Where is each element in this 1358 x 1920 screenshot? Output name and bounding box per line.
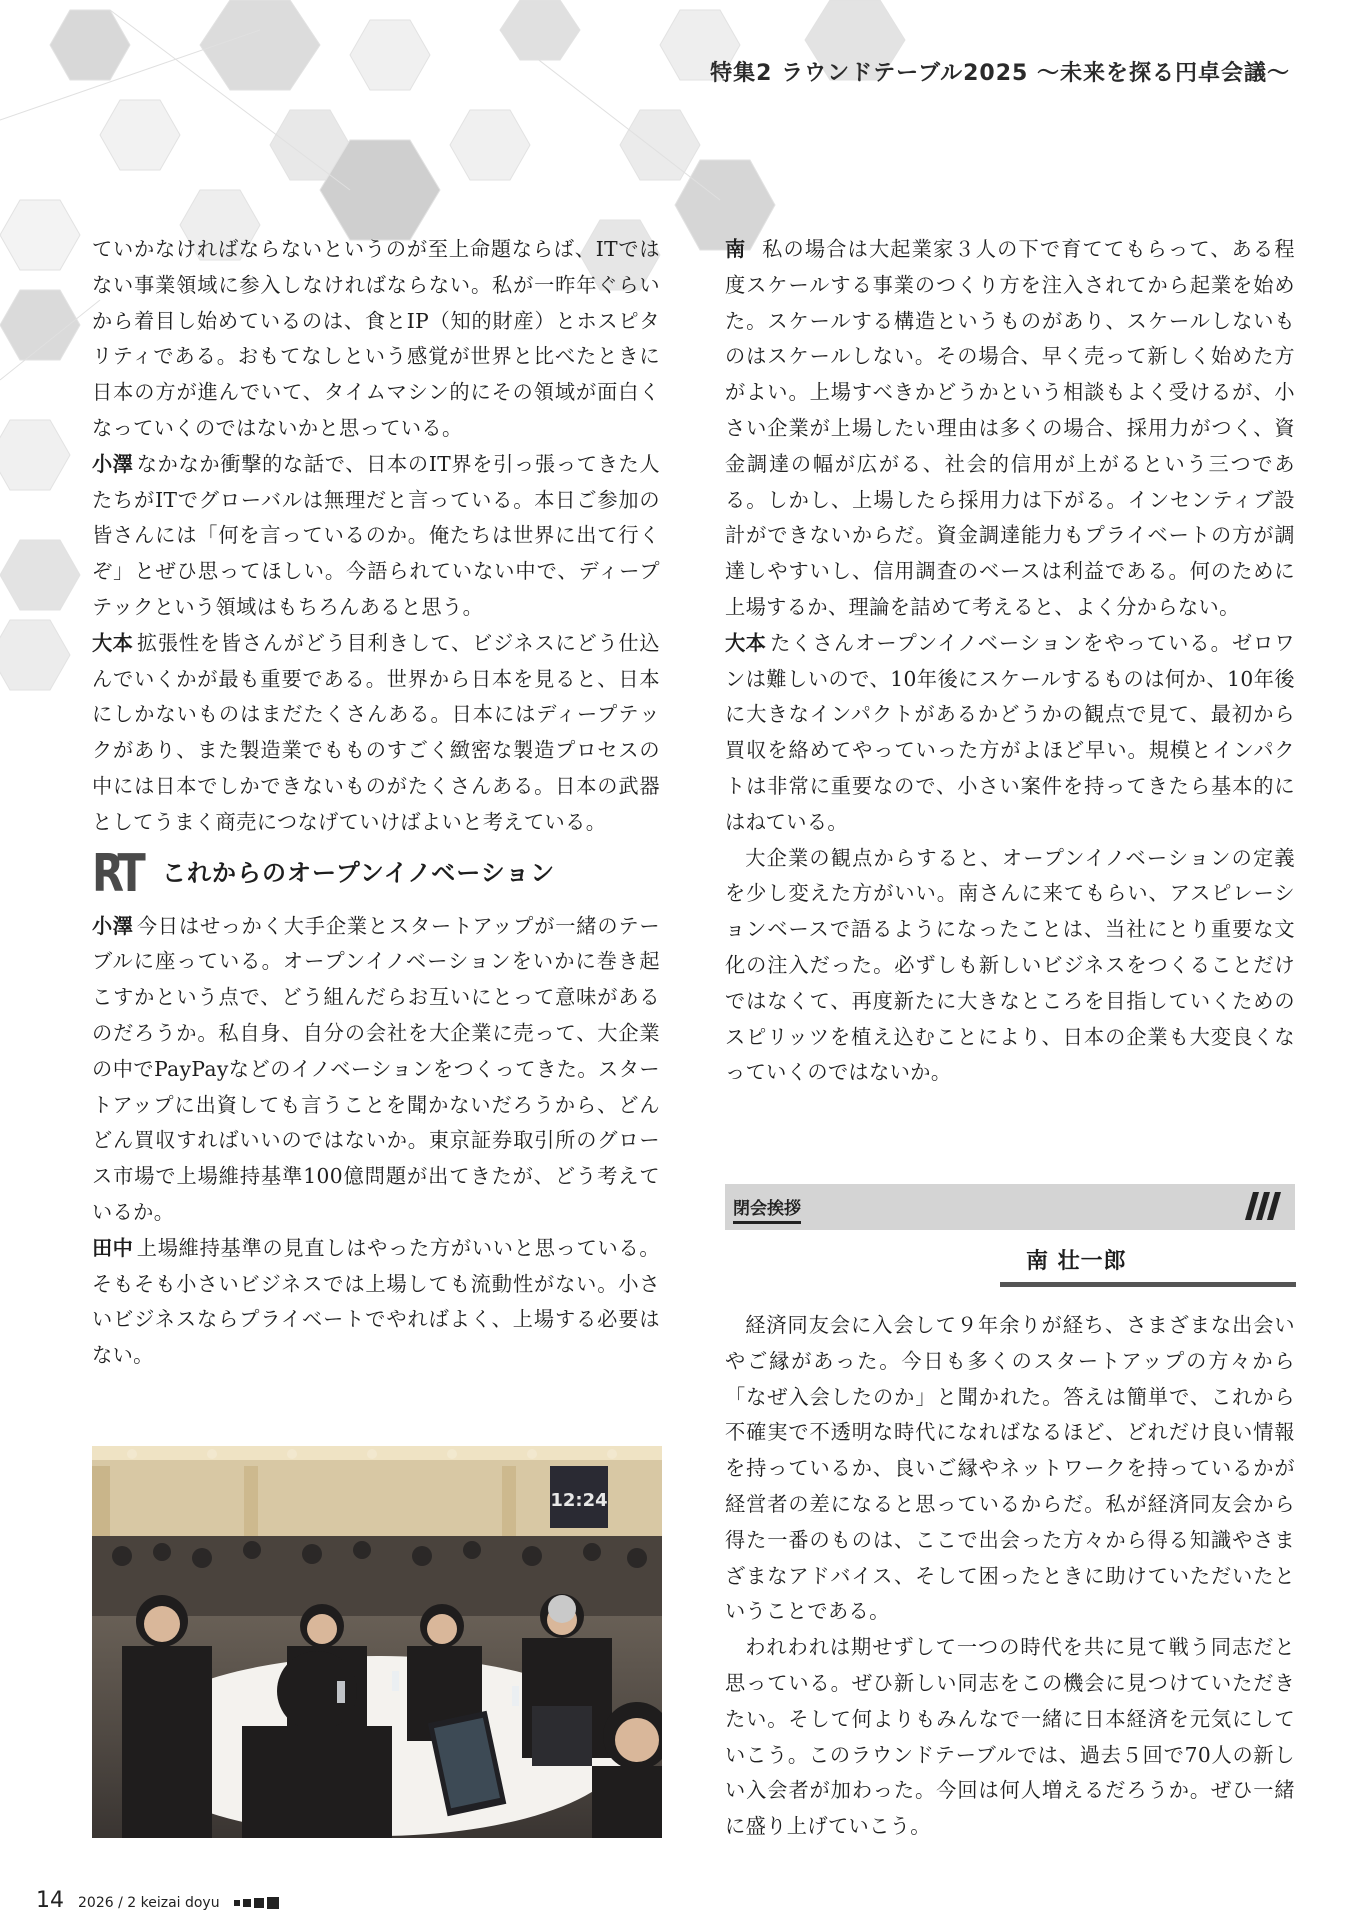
dialogue-paragraph (725, 626, 1295, 841)
speaker-name: 小澤 (92, 913, 134, 938)
speaker-name: 小澤 (92, 451, 134, 476)
speaker-name: 大本 (725, 630, 767, 655)
dialogue-paragraph (92, 447, 660, 626)
section-title: これからのオープンイノベーション (162, 858, 556, 887)
dialogue-paragraph (92, 1231, 660, 1374)
dialogue-text: 私の場合は大起業家３人の下で育ててもらって、ある程度スケールする事業のつくり方を注入されてから起業を始めた。スケールする構造というものがあり、スケールしないものはスケールしない。その場合、早く売って新しく始めた方がよい。上場すべきかどうかという相談もよく受けるが、小さい企業が上場したい理由は多くの場合、採用力がつく、資金調達の幅が広がる、社会的信用が上がるという三つである。しかし、上場したら採用力は下がる。インセンティブ設計ができないからだ。資金調達能力もプライベートの方が調達しやすいし、信用調査のベースは利益である。何のために上場するか、理論を詰めて考えると、よく分からない。 (725, 237, 1295, 619)
page-header-title: 特集2 ラウンドテーブル2025 〜未来を探る円卓会議〜 (710, 61, 1290, 86)
page-footer (36, 1888, 282, 1913)
footer-squares-icon (234, 1892, 282, 1911)
issue-label: 2026 / 2 keizai doyu (78, 1895, 220, 1911)
closing-speaker-name: 南 壮一郎 (1026, 1249, 1127, 1274)
intro-paragraph: ていかなければならないというのが至上命題ならば、ITではない事業領域に参入しなければならない。私が一昨年ぐらいから着目し始めているのは、食とIP（知的財産）とホスピタリティである。おもてなしという感覚が世界と比べたときに日本の方が進んでいて、タイムマシン的にその領域が面白くなっていくのではないかと思っている。 (92, 237, 660, 440)
left-column (92, 232, 660, 1374)
speaker-name: 田中 (92, 1235, 134, 1260)
closing-section-bar (725, 1184, 1295, 1230)
slash-icon (1245, 1192, 1281, 1220)
body-paragraph: 経済同友会に入会して９年余りが経ち、さまざまな出会いやご縁があった。今日も多くのスタートアップの方々から「なぜ入会したのか」と聞かれた。答えは簡単で、これから不確実で不透明な時代になればなるほど、どれだけ良い情報を持っているか、良いご縁やネットワークを持っているかが経営者の差になると思っているからだ。私が経済同友会から得た一番のものは、ここで出会った方々から得る知識やさまざまなアドバイス、そして困ったときに助けていただいたということである。 (725, 1313, 1295, 1624)
speaker-name: 大本 (92, 630, 134, 655)
dialogue-text: 今日はせっかく大手企業とスタートアップが一緒のテーブルに座っている。オープンイノベーションをいかに巻き起こすかという点で、どう組んだらお互いにとって意味があるのだろうか。私自身、自分の会社を大企業に売って、大企業の中でPayPayなどのイノベーションをつくってきた。スタートアップに出資しても言うことを聞かないだろうから、どんどん買収すればいいのではないか。東京証券取引所のグロース市場で上場維持基準100億問題が出てきたが、どう考えているか。 (92, 913, 660, 1224)
dialogue-text: 拡張性を皆さんがどう目利きして、ビジネスにどう仕込んでいくかが最も重要である。世界から日本を見ると、日本にしかないものはまだたくさんある。日本にはディープテックがあり、また製造業でもものすごく緻密な製造プロセスの中には日本でしかできないものがたくさんある。日本の武器としてうまく商売につなげていけばよいと考えている。 (92, 630, 660, 834)
dialogue-paragraph (92, 626, 660, 841)
dialogue-text: 上場維持基準の見直しはやった方がいいと思っている。そもそも小さいビジネスでは上場しても流動性がない。小さいビジネスならプライベートでやればよく、上場する必要はない。 (92, 1235, 660, 1368)
rt-logo-mark: RT (92, 843, 141, 904)
name-underline-rule (1000, 1282, 1296, 1287)
dialogue-text: たくさんオープンイノベーションをやっている。ゼロワンは難しいので、10年後にスケールするものは何か、10年後に大きなインパクトがあるかどうかの観点で見て、最初から買収を絡めてやっていった方がよほど早い。規模とインパクトは非常に重要なので、小さい案件を持ってきたら基本的にはねている。 (725, 630, 1295, 834)
body-paragraph: われわれは期せずして一つの時代を共に見て戦う同志だと思っている。ぜひ新しい同志をこの機会に見つけていただきたい。そして何よりもみんなで一緒に日本経済を元気にしていこう。このラウンドテーブルでは、過去５回で70人の新しい入会者が加わった。今回は何人増えるだろうか。ぜひ一緒に盛り上げていこう。 (725, 1635, 1295, 1839)
screen-clock-text: 12:24 (550, 1490, 608, 1511)
section-heading (92, 845, 660, 903)
closing-column (725, 1308, 1295, 1845)
closing-section-label: 閉会挨拶 (733, 1194, 801, 1224)
event-photo (92, 1446, 662, 1838)
body-paragraph: 大企業の観点からすると、オープンイノベーションの定義を少し変えた方がいい。南さんに来てもらい、アスピレーションベースで語るようになったことは、当社にとり重要な文化の注入だった。必ずしも新しいビジネスをつくることだけではなくて、再度新たに大きなところを目指していくためのスピリッツを植え込むことにより、日本の企業も大変良くなっていくのではないか。 (725, 845, 1295, 1085)
dialogue-text: なかなか衝撃的な話で、日本のIT界を引っ張ってきた人たちがITでグローバルは無理だと言っている。本日ご参加の皆さんには「何を言っているのか。俺たちは世界に出て行くぞ」とぜひ思ってほしい。今語られていない中で、ディープテックという領域はもちろんあると思う。 (92, 451, 660, 619)
right-column (725, 232, 1295, 1091)
speaker-name: 南 (725, 237, 746, 261)
dialogue-paragraph (92, 909, 660, 1231)
page-number: 14 (36, 1888, 64, 1913)
dialogue-paragraph (725, 232, 1295, 626)
